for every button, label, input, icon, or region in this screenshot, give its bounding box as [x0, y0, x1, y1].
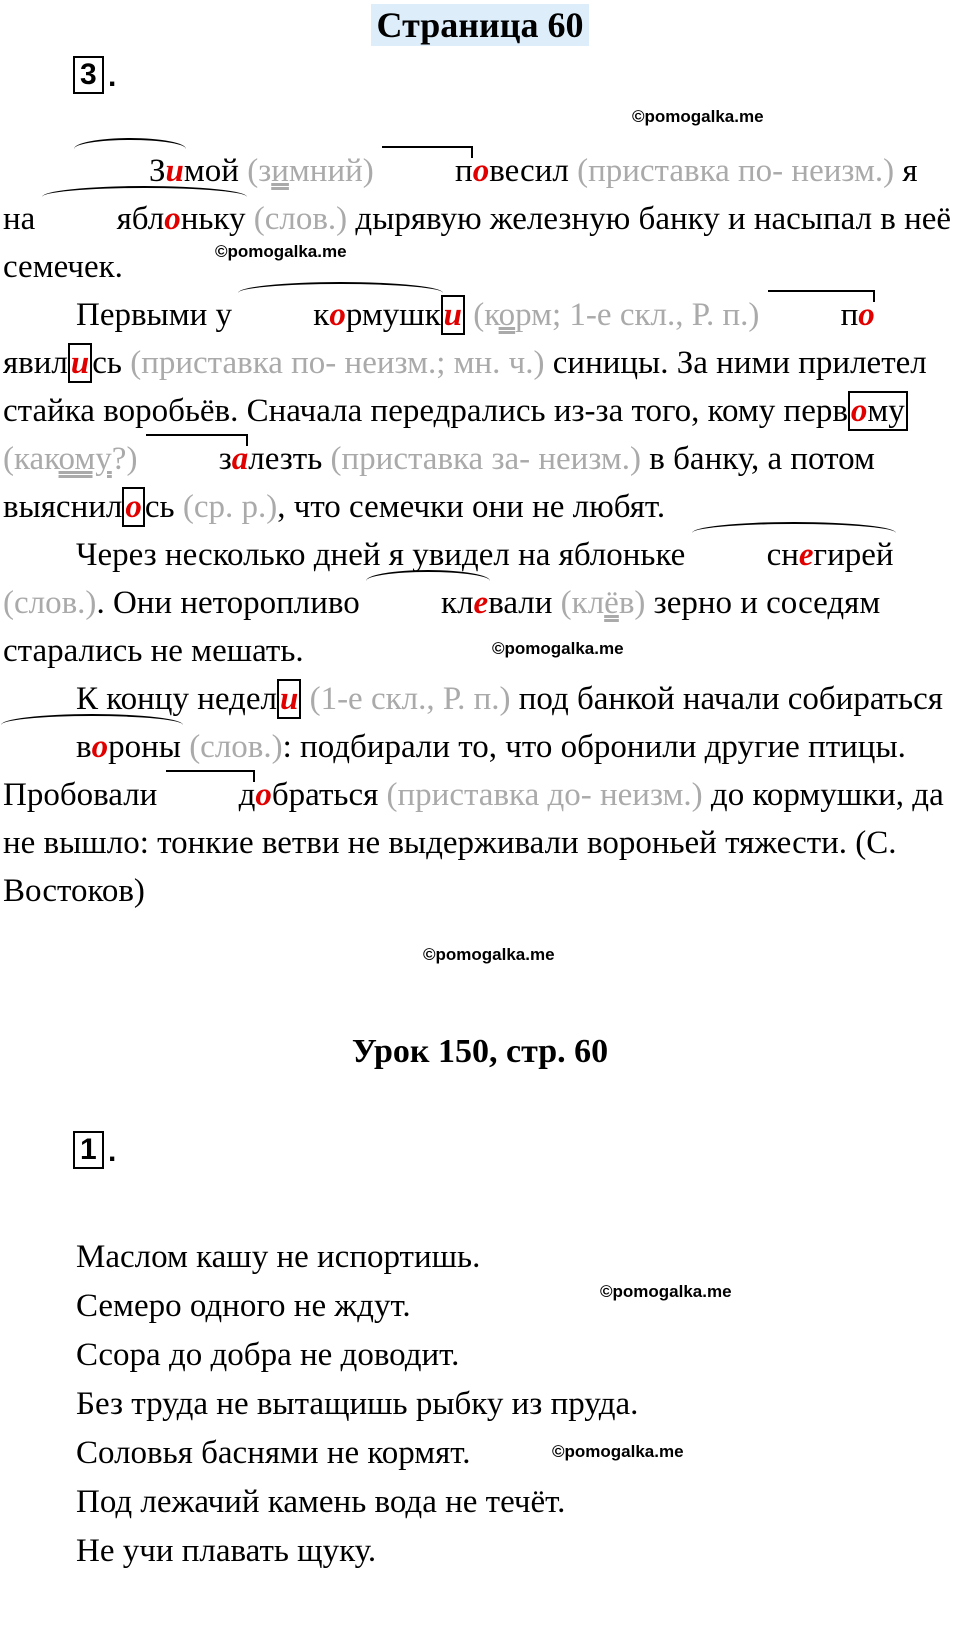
prefix-mark: по — [768, 291, 875, 339]
paragraph-1: Зимой (зимний) повесил (приставка по- неизм.) я на яблоньку (слов.) дырявую железную банку и насыпал в неё семечек. — [3, 147, 955, 291]
task-1-number: 1 — [73, 1131, 104, 1169]
task-3-number: 3 — [73, 56, 104, 94]
proverb-line: Соловья баснями не кормят. — [76, 1435, 471, 1471]
vowel-highlight: о — [91, 729, 109, 765]
page-title: Страница 60 — [371, 4, 590, 46]
proverbs-list — [76, 1233, 638, 1576]
watermark: ©pomogalka.me — [423, 945, 555, 964]
task-3-dot: . — [108, 60, 117, 93]
check-note: (приставка по- неизм.) — [577, 153, 895, 189]
vowel-highlight: о — [164, 201, 181, 237]
prefix-mark: д — [166, 771, 256, 819]
paragraph-3: Через несколько дней я увидел на яблоньке снегирей (слов.). Они неторопливо клевали (клёв) зерно и соседям старались не мешать. — [3, 531, 955, 675]
check-note: (клёв) — [560, 585, 646, 621]
root-arc-word: снегирей — [694, 531, 894, 579]
check-note: (слов.) — [189, 729, 283, 765]
check-note: (слов.) — [3, 585, 97, 621]
lesson-title: Урок 150, стр. 60 — [351, 1033, 609, 1070]
check-note: (1-е скл., Р. п.) — [309, 681, 511, 717]
page-title-wrapper — [0, 4, 960, 46]
proverb-line: Ссора до добра не доводит. — [76, 1337, 460, 1373]
proverb-line: Семеро одного не ждут. — [76, 1288, 411, 1324]
proverb-line: Без труда не вытащишь рыбку из пруда. — [76, 1386, 639, 1422]
vowel-highlight: е — [473, 585, 489, 621]
watermark: ©pomogalka.me — [552, 1442, 684, 1461]
root-arc-word: вороны — [3, 723, 181, 771]
vowel-highlight: е — [798, 537, 814, 573]
vowel-highlight: о — [255, 777, 272, 813]
check-note: (приставка за- неизм.) — [330, 441, 642, 477]
root-arc-word: кормушк — [240, 291, 440, 339]
root-arc-word: кле — [368, 579, 488, 627]
task-3-text — [3, 147, 955, 915]
ending-box: и — [68, 343, 92, 383]
vowel-highlight: о — [329, 297, 346, 333]
prefix-mark: п — [382, 147, 473, 195]
watermark: ©pomogalka.me — [600, 1282, 732, 1301]
watermark: ©pomogalka.me — [215, 242, 347, 261]
check-note: (слов.) — [253, 201, 348, 237]
ending-box: и — [441, 295, 465, 335]
task-1-dot: . — [108, 1135, 117, 1168]
root-arc-word: яблоньку — [44, 195, 246, 243]
check-note: (какому?) — [3, 441, 138, 477]
paragraph-4: К концу недели (1-е скл., Р. п.) под банкой начали собираться вороны (слов.): подбирали то, что обронили другие птицы. Пробовали добраться (приставка до- неизм.) до кормушки, да не вышло: тонкие ветви не выдерживали вороньей тяжести. (С. Востоков) — [3, 681, 944, 909]
check-note: (приставка по- неизм.; мн. ч.) — [130, 345, 545, 381]
ending-box: о — [122, 487, 145, 527]
prefix-mark: за — [146, 435, 249, 483]
check-note: (зимний) — [238, 153, 374, 189]
check-note: (ср. р.) — [182, 489, 278, 525]
vowel-highlight: о — [472, 153, 490, 189]
check-note: (корм; 1-е скл., Р. п.) — [473, 297, 760, 333]
proverb-line: Под лежачий камень вода не течёт. — [76, 1484, 566, 1520]
root-arc-word: Зи — [76, 147, 184, 195]
proverb-line: Не учи плавать щуку. — [76, 1533, 377, 1569]
ending-box: ому — [848, 391, 908, 431]
vowel-highlight: и — [165, 153, 184, 189]
ending-box: и — [277, 679, 301, 719]
proverb-line: Маслом кашу не испортишь. — [76, 1239, 481, 1275]
paragraph-2: Первыми у кормушки (корм; 1-е скл., Р. п.) появились (приставка по- неизм.; мн. ч.) синицы. За ними прилетел стайка воробьёв. Сначала передрались из-за того, кому первому (какому?) залезть (приставка за- неизм.) в банку, а потом выяснилось (ср. р.), что семечки они не любят. — [3, 291, 955, 531]
watermark: ©pomogalka.me — [492, 639, 624, 658]
check-note: (приставка до- неизм.) — [386, 777, 703, 813]
watermark: ©pomogalka.me — [632, 107, 764, 126]
